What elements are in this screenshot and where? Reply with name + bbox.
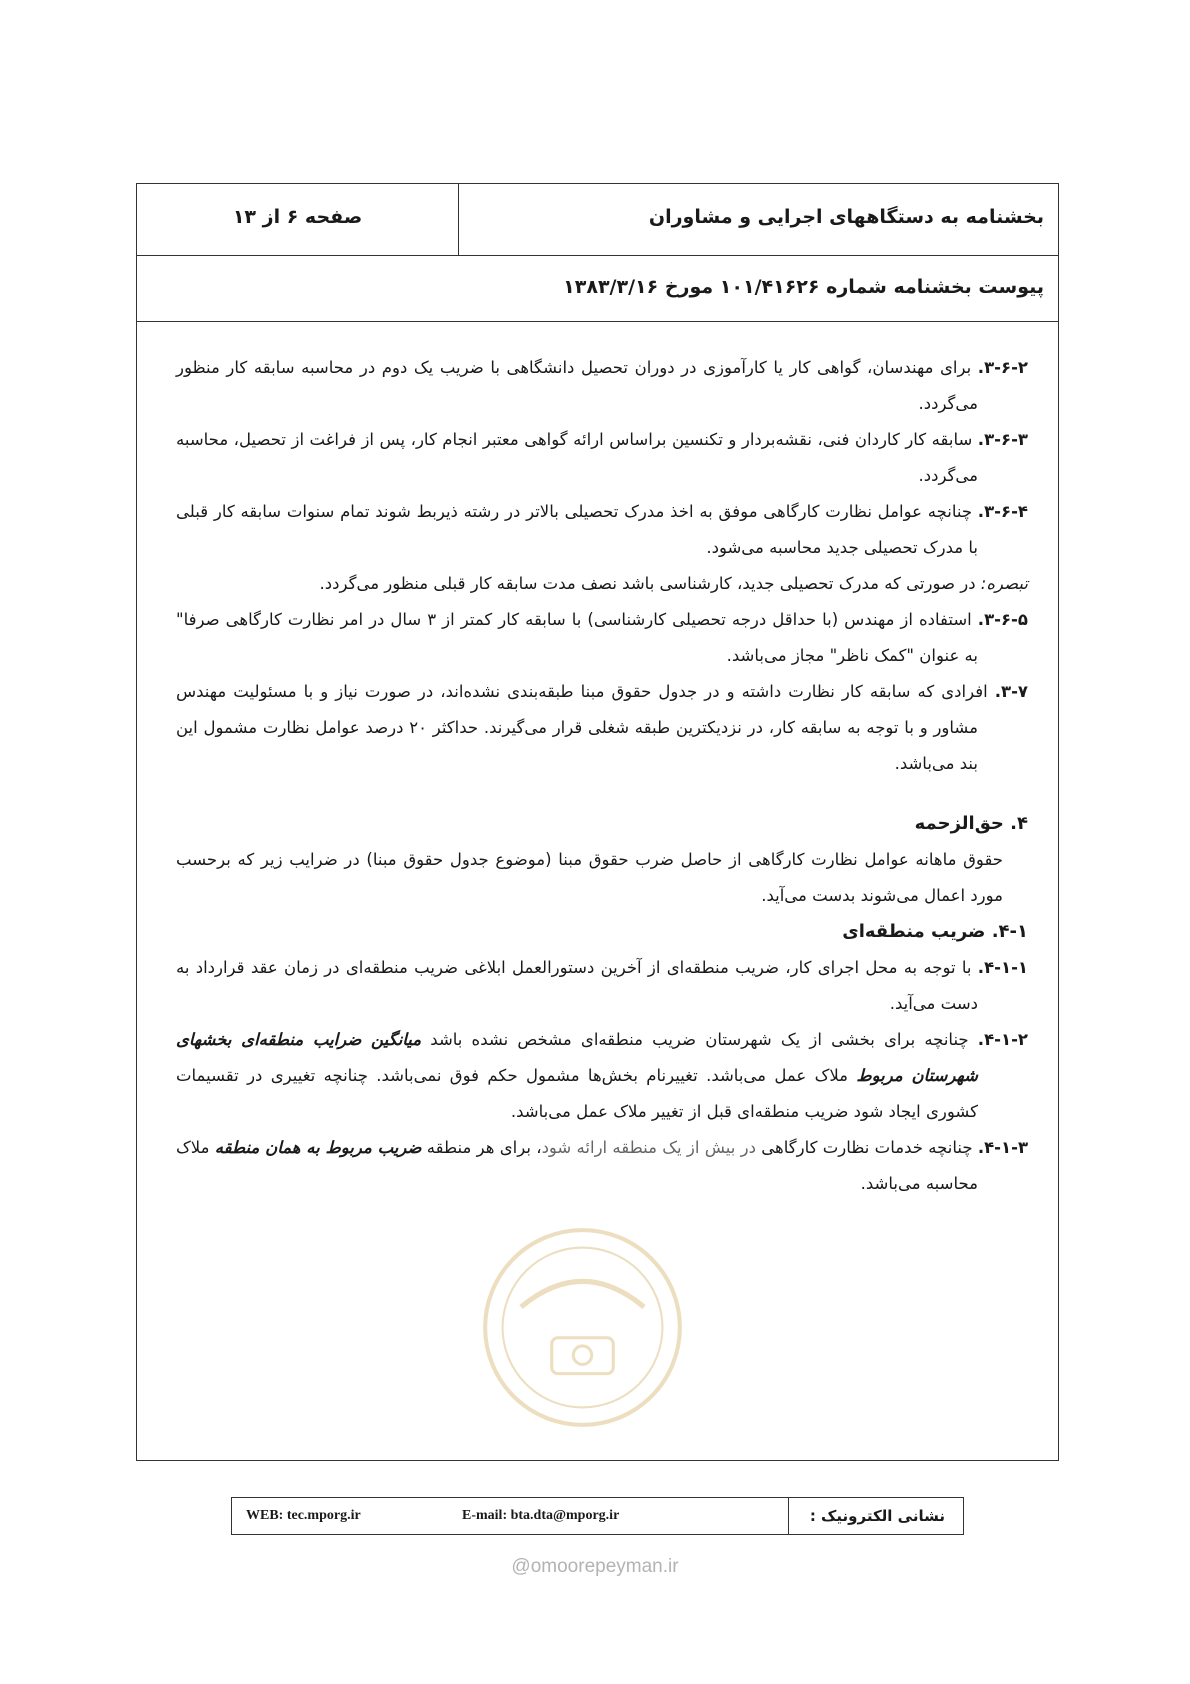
clause-text: ملاک محاسبه می‌باشد. [176, 1138, 978, 1193]
section-4-title: ۴. حق‌الزحمه [914, 813, 1028, 834]
clause-3-7 [176, 674, 1028, 782]
clause-text: ، برای هر منطقه [421, 1138, 542, 1157]
clause-text: سابقه کار کاردان فنی، نقشه‌بردار و تکنسین براساس ارائه گواهی معتبر انجام کار، پس از فراغت از تحصیل، محاسبه می‌گردد. [176, 430, 978, 485]
document-subtitle: پیوست بخشنامه شماره ۱۰۱/۴۱۶۲۶ مورخ ۱۳۸۳/۳/۱۶ [563, 276, 1044, 298]
clause-text: ملاک عمل می‌باشد. تغییرنام بخش‌ها مشمول حکم فوق نمی‌باشد. چنانچه تغییری در تقسیمات کشوری ایجاد شود ضریب منطقه‌ای قبل از تغییر ملاک عمل می‌باشد. [176, 1066, 978, 1121]
clause-number: ۳-۶-۵. [977, 610, 1028, 629]
footer-contact-box [231, 1497, 964, 1535]
clause-text: چنانچه خدمات نظارت کارگاهی [755, 1138, 978, 1157]
clause-3-6-3 [176, 422, 1028, 494]
clause-number: ۴-۱-۱. [977, 958, 1028, 977]
clause-4-1-3 [176, 1130, 1028, 1202]
clause-3-6-5 [176, 602, 1028, 674]
clause-number: ۳-۶-۴. [977, 502, 1028, 521]
clause-3-6-4 [176, 494, 1028, 566]
page-number: صفحه ۶ از ۱۳ [232, 206, 363, 228]
section-4-text: حقوق ماهانه عوامل نظارت کارگاهی از حاصل ضرب حقوق مبنا (موضوع جدول حقوق مبنا) در ضرایب زیر که برحسب مورد اعمال می‌شوند بدست می‌آید. [176, 850, 1003, 905]
section-4-1-title: ۴-۱. ضریب منطقه‌ای [842, 921, 1028, 942]
note-text: در صورتی که مدرک تحصیلی جدید، کارشناسی باشد نصف مدت سابقه کار قبلی منظور می‌گردد. [319, 574, 981, 593]
clause-text: با توجه به محل اجرای کار، ضریب منطقه‌ای از آخرین دستورالعمل ابلاغی ضریب منطقه‌ای در زمان عقد قرارداد به دست می‌آید. [176, 958, 978, 1013]
note-tabsareh [176, 566, 1028, 602]
clause-text: افرادی که سابقه کار نظارت داشته و در جدول حقوق مبنا طبقه‌بندی نشده‌اند، در صورت نیاز و با مسئولیت مهندس مشاور و با توجه به سابقه کار، در نزدیکترین طبقه شغلی قرار می‌گیرند. حداکثر ۲۰ درصد عوامل نظارت مشمول این بند می‌باشد. [176, 682, 995, 773]
subtitle-row [137, 256, 1058, 322]
clause-4-1-1 [176, 950, 1028, 1022]
clause-text: چنانچه برای بخشی از یک شهرستان ضریب منطقه‌ای مشخص نشده باشد [421, 1030, 978, 1049]
clause-4-1-2 [176, 1022, 1028, 1130]
footer-label: نشانی الکترونیک : [809, 1507, 945, 1525]
clause-text: استفاده از مهندس (با حداقل درجه تحصیلی کارشناسی) با سابقه کار کمتر از ۳ سال در امر نظارت کارگاهی صرفا" به عنوان "کمک ناظر" مجاز می‌باشد. [176, 610, 978, 665]
header-divider [458, 184, 459, 256]
clause-text: برای مهندسان، گواهی کار یا کارآموزی در دوران تحصیل دانشگاهی با ضریب یک دوم در محاسبه سابقه کار منظور می‌گردد. [176, 358, 978, 413]
footer-divider [788, 1498, 789, 1534]
clause-number: ۴-۱-۳. [977, 1138, 1029, 1157]
clause-3-6-2 [176, 350, 1028, 422]
document-title: بخشنامه به دستگاههای اجرایی و مشاوران [648, 206, 1044, 228]
footer-web[interactable]: WEB: tec.mporg.ir [246, 1508, 361, 1523]
clause-number: ۳-۶-۳. [977, 430, 1028, 449]
emphasis-text: میانگین ضرایب منطقه‌ای بخشهای شهرستان مربوط [176, 1030, 978, 1085]
site-watermark: @omoorepeyman.ir [511, 1556, 679, 1577]
clause-number: ۴-۱-۲. [977, 1030, 1028, 1049]
clause-number: ۳-۶-۲. [977, 358, 1028, 377]
seal-watermark-icon [480, 1225, 685, 1430]
emphasis-text: ضریب مربوط به همان منطقه [214, 1138, 422, 1157]
document-body [176, 350, 1028, 1202]
faded-text: در بیش از یک منطقه ارائه شود [541, 1138, 756, 1157]
footer-email[interactable]: E-mail: bta.dta@mporg.ir [462, 1508, 620, 1523]
header-row [137, 184, 1058, 256]
clause-number: ۳-۷. [994, 682, 1028, 701]
note-label: تبصره: [980, 574, 1028, 593]
clause-text: چنانچه عوامل نظارت کارگاهی موفق به اخذ مدرک تحصیلی بالاتر در رشته ذیربط شوند تمام سنوات سابقه کار قبلی با مدرک تحصیلی جدید محاسبه می‌شود. [176, 502, 978, 557]
